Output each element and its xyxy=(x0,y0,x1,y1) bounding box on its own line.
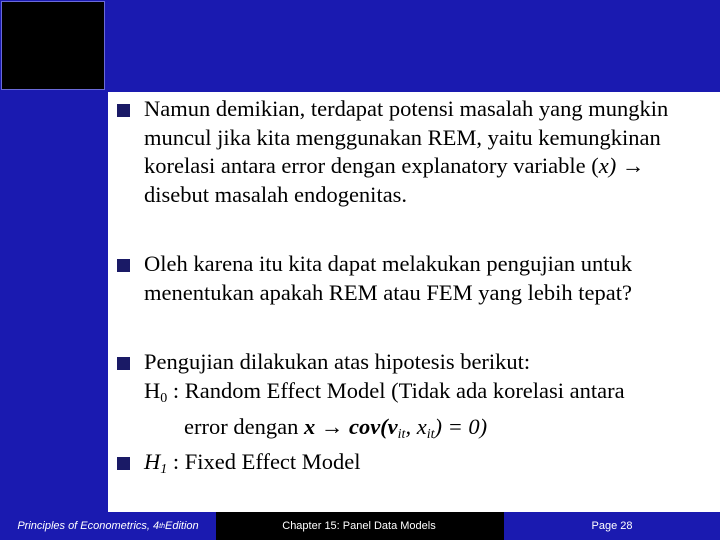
footer-superscript: th xyxy=(159,522,166,530)
square-bullet-icon xyxy=(117,104,130,117)
formula-part: ) = 0) xyxy=(434,414,488,439)
bullet-text: Oleh karena itu kita dapat melakukan pengujian untuk menentukan apakah REM atau FEM yang lebih tepat? xyxy=(144,251,632,305)
formula-part: , x xyxy=(405,414,427,439)
h0-label: H xyxy=(144,377,161,403)
h0-line xyxy=(144,377,625,414)
h0-cont-text: error dengan xyxy=(184,414,304,439)
bullet-text: Namun demikian, terdapat potensi masalah yang mungkin muncul jika kita menggunakan REM, yaitu kemungkinan korelasi antara error dengan explanatory variable ( xyxy=(144,96,669,178)
bullet-h1 xyxy=(116,448,361,485)
footer-page-number: Page 28 xyxy=(504,512,720,540)
h1-text: : Fixed Effect Model xyxy=(167,449,361,474)
square-bullet-icon xyxy=(117,357,130,370)
hypothesis-intro: Pengujian dilakukan atas hipotesis berikut: xyxy=(144,349,531,374)
formula-subscript: it xyxy=(426,427,435,442)
footer-book-text: Principles of Econometrics, 4 xyxy=(17,520,160,532)
h1-label: H xyxy=(144,449,161,474)
h0-continuation xyxy=(144,413,625,450)
square-bullet-icon xyxy=(117,259,130,272)
footer-bar xyxy=(0,512,720,540)
footer-chapter: Chapter 15: Panel Data Models xyxy=(282,520,436,532)
bullet-text: → disebut masalah endogenitas. xyxy=(144,153,645,207)
bullet-endogeneity xyxy=(116,95,714,209)
square-bullet-icon xyxy=(117,457,130,470)
footer-book-title xyxy=(0,512,216,540)
h0-text: : Random Effect Model (Tidak ada korelasi antara xyxy=(167,377,625,403)
formula-subscript: it xyxy=(397,427,406,442)
header-bar xyxy=(0,0,720,92)
bullet-test-question xyxy=(116,250,714,307)
bullet-hypothesis xyxy=(116,348,625,450)
h0-subscript: 0 xyxy=(160,390,168,406)
footer-book-text: Edition xyxy=(165,520,199,532)
corner-logo-box xyxy=(1,1,105,90)
bullet-text-italic: x) xyxy=(598,153,617,178)
h1-subscript: 1 xyxy=(160,462,168,477)
formula-part: x → cov(v xyxy=(303,414,398,439)
